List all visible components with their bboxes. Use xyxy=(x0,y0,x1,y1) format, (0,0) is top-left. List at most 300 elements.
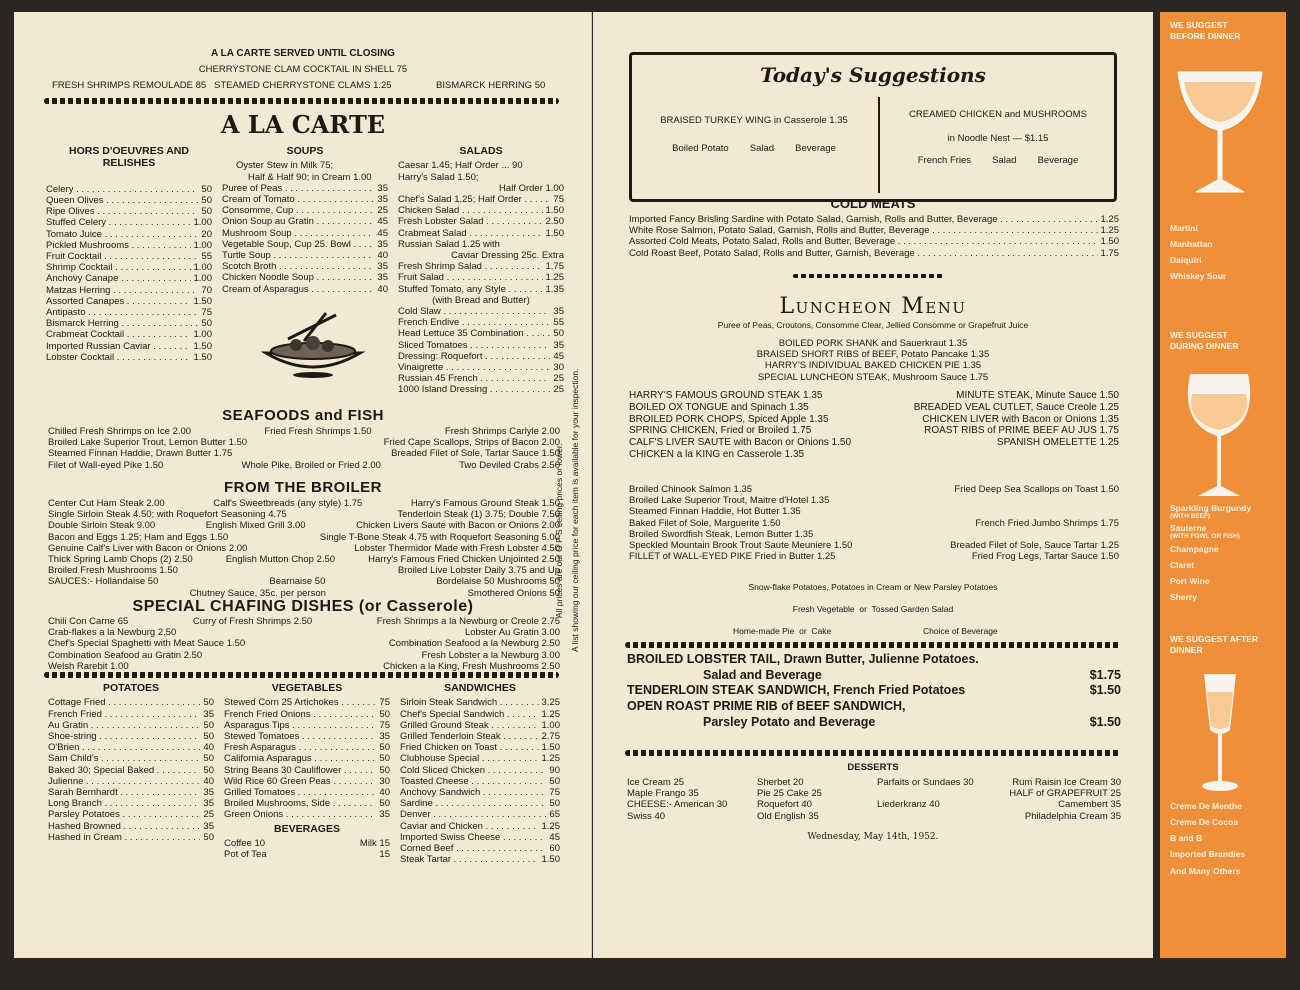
soup-oyster-line: Oyster Stew in Milk 75; xyxy=(236,160,334,172)
menu-pair-right: ROAST RIBS of PRIME BEEF AU JUS 1.75 xyxy=(924,425,1119,437)
menu-line-left: Center Cut Ham Steak 2.00 xyxy=(48,498,165,509)
soup-oyster-line-2: Half & Half 90; in Cream 1.00 xyxy=(248,171,372,183)
menu-item-name: Stuffed Celery . . . xyxy=(46,217,191,228)
menu-item-price: 1.50 xyxy=(193,351,212,363)
menu-pair-row xyxy=(629,529,1119,540)
menu-item-row xyxy=(46,262,212,273)
menu-line xyxy=(48,520,560,531)
menu-item-name: French Fried Onions . . . xyxy=(224,709,376,720)
menu-item-price: 90 xyxy=(549,764,560,776)
menu-item-row xyxy=(400,742,560,753)
chafing-heading: SPECIAL CHAFING DISHES (or Casserole) xyxy=(132,598,474,615)
menu-line-left: Combination Seafood au Gratin 2.50 xyxy=(48,649,203,661)
menu-item-price: 50 xyxy=(201,194,212,206)
menu-item-row xyxy=(398,284,564,295)
menu-line-middle xyxy=(178,565,398,576)
beverage-price: 15 xyxy=(379,849,390,861)
drink-suggestion: B and B xyxy=(1170,833,1203,844)
menu-item-price: 35 xyxy=(203,708,214,720)
menu-pair-left: Steamed Finnan Haddie, Hot Butter 1.35 xyxy=(629,506,801,518)
menu-pair-left: FILLET of WALL-EYED PIKE Fried in Butter 1.25 xyxy=(629,551,836,563)
menu-item-price: 50 xyxy=(379,742,390,754)
drink-suggestion: Creme De Cocoa xyxy=(1170,817,1239,828)
after-dinner-list xyxy=(1170,798,1245,879)
menu-item-price: 50 xyxy=(203,719,214,731)
menu-item-row xyxy=(400,821,560,832)
menu-line-right: Smothered Onions 50 xyxy=(467,587,560,599)
menu-item-price: 35 xyxy=(377,182,388,194)
menu-line-middle: English Mutton Chop 2.50 xyxy=(225,554,336,566)
menu-pair-left: Broiled Lake Superior Trout, Maitre d'Hotel 1.35 xyxy=(629,495,830,507)
menu-item-name: Baked 30; Special Baked . . . xyxy=(48,765,200,776)
desserts-heading: DESSERTS xyxy=(847,762,899,773)
menu-item-name: Cream of Asparagus . . . xyxy=(222,284,374,295)
menu-item-price: 1.00 xyxy=(193,262,212,274)
featured-item-detail: Salad and Beverage xyxy=(703,667,822,682)
menu-item-name: Crabmeat Salad . . . xyxy=(398,228,543,239)
menu-pair-left: Broiled Chinook Salmon 1.35 xyxy=(629,484,753,495)
menu-item-name: Asparagus Tips . . . xyxy=(224,720,376,731)
menu-item-row xyxy=(400,753,560,764)
featured-item xyxy=(627,683,1121,699)
dessert-item: Maple Frango 35 xyxy=(627,788,699,800)
menu-item-name: Antipasto . . . xyxy=(46,307,198,318)
dessert-item xyxy=(877,811,1007,822)
menu-item-price: 1.00 xyxy=(193,217,212,229)
menu-item-name: Hashed Browned . . . xyxy=(48,821,200,832)
menu-line-right: Fresh Shrimps a la Newburg or Creole 2.75 xyxy=(376,616,560,627)
menu-item-row xyxy=(398,306,564,317)
menu-item-name: Consomme, Cup . . . xyxy=(222,205,374,216)
menu-item-row xyxy=(48,731,214,742)
menu-item-name: Toasted Cheese . . . xyxy=(400,776,546,787)
menu-item-price: 50 xyxy=(203,764,214,776)
a-la-carte-closing-heading: A LA CARTE SERVED UNTIL CLOSING xyxy=(211,48,395,59)
menu-item-price: 1.00 xyxy=(193,329,212,341)
menu-item-name: Stewed Corn 25 Artichokes . . . xyxy=(224,697,376,708)
menu-item-name: California Asparagus . . . xyxy=(224,753,376,764)
broiler-block xyxy=(48,498,560,599)
menu-item-name: Broiled Mushrooms, Side . . . xyxy=(224,798,376,809)
cold-meats-list xyxy=(629,214,1119,259)
menu-item-price: 50 xyxy=(201,318,212,330)
cold-meats-heading: COLD MEATS xyxy=(830,196,916,211)
a-la-carte-title: A LA CARTE xyxy=(220,110,386,139)
menu-item-row xyxy=(48,809,214,820)
wine-glass-icon xyxy=(1174,364,1264,504)
menu-item-price: 40 xyxy=(203,775,214,787)
menu-item-row xyxy=(222,194,388,205)
menu-line-right: Two Deviled Crabs 2.50 xyxy=(459,459,560,471)
menu-item-price: 65 xyxy=(549,809,560,821)
chafing-block xyxy=(48,616,560,672)
menu-item-row xyxy=(400,798,560,809)
menu-item-row xyxy=(224,742,390,753)
featured-item-name: OPEN ROAST PRIME RIB of BEEF SANDWICH, xyxy=(627,698,906,713)
menu-item-name: 1000 Island Dressing . . . xyxy=(398,384,550,395)
drink-suggestion: Daiquiri xyxy=(1170,255,1202,266)
menu-item-row xyxy=(398,194,564,205)
menu-item-price: 55 xyxy=(201,250,212,262)
menu-item-price: 1.75 xyxy=(1100,247,1119,259)
menu-item-price: 45 xyxy=(377,227,388,239)
menu-item-row xyxy=(224,765,390,776)
menu-line-middle: Calf's Sweetbreads (any style) 1.75 xyxy=(213,498,363,509)
menu-item-price: 35 xyxy=(377,272,388,284)
menu-item-price: 35 xyxy=(379,730,390,742)
menu-line-right: Lobster Thermidor Made with Fresh Lobster 4.50 xyxy=(354,542,560,554)
creamed-chicken-special: CREAMED CHICKEN and MUSHROOMS xyxy=(909,109,1087,120)
salad-russian: Russian Salad 1.25 with xyxy=(398,238,500,250)
menu-item-name: Queen Olives . . . xyxy=(46,195,198,206)
menu-item-row xyxy=(400,809,560,820)
menu-item-row xyxy=(224,809,390,820)
drink-suggestion: (WITH FOWL OR FISH) xyxy=(1170,533,1240,541)
menu-item-price: 60 xyxy=(549,843,560,855)
soups-column xyxy=(222,145,388,379)
menu-pair-row xyxy=(629,402,1119,414)
menu-item-price: 45 xyxy=(553,350,564,362)
menu-item-row xyxy=(48,821,214,832)
menu-item-name: Onion Soup au Gratin . . . xyxy=(222,216,374,227)
luncheon-item: SPECIAL LUNCHEON STEAK, Mushroom Sauce 1.75 xyxy=(757,371,989,383)
menu-item-name: Cottage Fried . . . xyxy=(48,697,200,708)
menu-item-name: Cold Slaw . . . xyxy=(398,306,550,317)
turkey-wing-sides: Boiled Potato Salad Beverage xyxy=(672,143,836,154)
drink-suggestion: Claret xyxy=(1170,559,1195,570)
menu-item-price: 50 xyxy=(549,798,560,810)
drink-suggestion: (WITH BEEF) xyxy=(1170,513,1211,521)
menu-item-price: 2.75 xyxy=(541,730,560,742)
menu-line-left: Double Sirloin Steak 9.00 xyxy=(48,520,156,532)
dessert-item: Old English 35 xyxy=(757,810,819,822)
drink-suggestion: Sparkling Burgundy xyxy=(1170,503,1252,513)
menu-item-name: Shoe-string . . . xyxy=(48,731,200,742)
potatoes-column xyxy=(48,682,214,843)
menu-item-price: 1.50 xyxy=(541,742,560,754)
menu-item-name: O'Brien . . . xyxy=(48,742,200,753)
menu-item-price: 1.50 xyxy=(541,854,560,866)
menu-line-left: Chili Con Carne 65 xyxy=(48,616,129,627)
menu-pair-left: CHICKEN a la KING en Casserole 1.35 xyxy=(629,448,805,460)
cocktail-glass-icon xyxy=(1170,60,1270,200)
menu-line xyxy=(48,616,560,627)
menu-line xyxy=(48,638,560,649)
broiler-heading: FROM THE BROILER xyxy=(224,479,382,496)
menu-line-right: Chicken a la King, Fresh Mushrooms 2.50 xyxy=(383,660,560,672)
menu-pair-right: Fried Frog Legs, Tartar Sauce 1.50 xyxy=(971,551,1119,563)
featured-item-line2 xyxy=(627,668,1121,684)
menu-line-right: Fried Cape Scallops, Strips of Bacon 2.00 xyxy=(383,437,560,449)
menu-item-price: 50 xyxy=(379,764,390,776)
menu-line-middle: English Mixed Grill 3.00 xyxy=(205,520,306,532)
luncheon-soups-line: Puree of Peas, Croutons, Consomme Clear, Jellied Consomme or Grapefruit Juice xyxy=(717,320,1029,330)
menu-item-row xyxy=(629,214,1119,225)
menu-line xyxy=(48,661,560,672)
menu-line xyxy=(48,650,560,661)
drink-suggestion: Sherry xyxy=(1170,591,1197,602)
menu-item-name: Sam Child's . . . xyxy=(48,753,200,764)
menu-item-name: Mushroom Soup . . . xyxy=(222,228,374,239)
featured-item-price: $1.50 xyxy=(1089,683,1121,698)
sandwiches-column xyxy=(400,682,560,865)
dessert-item: CHEESE:- American 30 xyxy=(627,799,728,811)
featured-item xyxy=(627,652,1121,668)
menu-item-price: 35 xyxy=(553,339,564,351)
menu-pair-left: BOILED OX TONGUE and Spinach 1.35 xyxy=(629,401,809,413)
menu-line-right: Combination Seafood a la Newburg 2.50 xyxy=(388,638,560,650)
menu-item-price: 1.50 xyxy=(1100,236,1119,248)
menu-item-price: 1.25 xyxy=(541,820,560,832)
menu-pair-row xyxy=(629,390,1119,402)
menu-item-row xyxy=(222,239,388,250)
potatoes-heading: POTATOES xyxy=(102,682,159,694)
menu-item-row xyxy=(400,697,560,708)
menu-item-name: Tomato Juice . . . xyxy=(46,229,198,240)
menu-item-row xyxy=(400,720,560,731)
dessert-item: Sherbet 20 xyxy=(757,777,804,788)
divider xyxy=(793,274,943,278)
menu-item-row xyxy=(46,251,212,262)
during-dinner-heading: WE SUGGEST DURING DINNER xyxy=(1170,330,1239,352)
menu-line-left: Crab-flakes a la Newburg 2.50 xyxy=(48,627,177,639)
menu-line-middle: Fried Fresh Shrimps 1.50 xyxy=(264,426,372,437)
menu-item-row xyxy=(222,250,388,261)
menu-item-row xyxy=(398,384,564,395)
beverage-name: Coffee 10 xyxy=(224,837,266,849)
menu-item-price: 50 xyxy=(203,753,214,765)
creamed-chicken-sides: French Fries Salad Beverage xyxy=(917,155,1079,166)
menu-item-price: 25 xyxy=(203,809,214,821)
menu-line xyxy=(48,498,560,509)
menu-item-name: Head Lettuce 35 Combination . . . xyxy=(398,328,550,339)
drink-suggestion: Manhattan xyxy=(1170,239,1213,250)
drink-suggestion: Sauterne xyxy=(1170,523,1207,534)
menu-line-left: Steamed Finnan Haddie, Drawn Butter 1.75 xyxy=(48,448,233,460)
menu-item-price: 25 xyxy=(553,384,564,396)
menu-item-price: 75 xyxy=(379,719,390,731)
menu-item-row xyxy=(224,787,390,798)
menu-item-row xyxy=(222,284,388,295)
menu-item-price: 55 xyxy=(553,317,564,329)
menu-item-name: Cream of Tomato . . . xyxy=(222,194,374,205)
menu-item-price: 35 xyxy=(203,787,214,798)
creamed-chicken-price: in Noodle Nest — $1.15 xyxy=(947,133,1049,144)
menu-item-price: 75 xyxy=(201,306,212,318)
menu-item-row xyxy=(224,753,390,764)
menu-pair-row xyxy=(629,449,1119,461)
luncheon-menu-title: Luncheon Menu xyxy=(779,294,967,319)
menu-item-name: Clubhouse Special . . . xyxy=(400,753,539,764)
bismarck-herring: BISMARCK HERRING 50 xyxy=(436,80,546,91)
dessert-item: HALF of GRAPEFRUIT 25 xyxy=(1009,788,1121,800)
menu-item-name: Fruit Cocktail . . . xyxy=(46,251,198,262)
menu-line-middle: Whole Pike, Broiled or Fried 2.00 xyxy=(241,459,381,471)
menu-item-row xyxy=(400,709,560,720)
left-menu-page xyxy=(14,12,592,958)
menu-line xyxy=(48,448,560,459)
menu-line xyxy=(48,565,560,576)
drink-suggestion: And Many Others xyxy=(1170,865,1241,876)
menu-item-name: String Beans 30 Cauliflower . . . xyxy=(224,765,376,776)
menu-line xyxy=(48,532,560,543)
menu-pair-right: MINUTE STEAK, Minute Sauce 1.50 xyxy=(956,390,1119,401)
featured-item-detail: Parsley Potato and Beverage xyxy=(703,714,876,729)
menu-item-name: Corned Beef . . . xyxy=(400,843,546,854)
menu-line-middle xyxy=(202,650,421,661)
menu-line-left: Bacon and Eggs 1.25; Ham and Eggs 1.50 xyxy=(48,531,229,543)
menu-line xyxy=(48,437,560,448)
menu-item-row xyxy=(398,216,564,227)
menu-item-price: 25 xyxy=(377,205,388,217)
menu-pair-right: Breaded Filet of Sole, Sauce Tartar 1.25 xyxy=(950,540,1119,552)
menu-item-row xyxy=(46,285,212,296)
menu-line-right: Fresh Lobster a la Newburg 3.00 xyxy=(421,649,560,661)
menu-line-left: Welsh Rarebit 1.00 xyxy=(48,660,129,672)
menu-item-price: 50 xyxy=(549,775,560,787)
menu-item-name: Fruit Salad . . . xyxy=(398,272,543,283)
menu-item-price: 1.00 xyxy=(193,239,212,251)
menu-item-name: Dressing: Roquefort . . . xyxy=(398,351,550,362)
menu-pair-row xyxy=(629,540,1119,551)
menu-item-price: 50 xyxy=(379,798,390,810)
menu-item-row xyxy=(222,228,388,239)
dessert-item: Liederkranz 40 xyxy=(877,799,940,811)
salad-caesar: Caesar 1.45; Half Order ... 90 xyxy=(398,160,523,172)
menu-line-middle xyxy=(287,509,398,520)
drink-suggestion: Whiskey Sour xyxy=(1170,271,1227,282)
menu-pair-left: Baked Filet of Sole, Marguerite 1.50 xyxy=(629,517,781,529)
menu-line-right: Harry's Famous Fried Chicken Unjointed 2.50 xyxy=(368,554,560,566)
menu-item-price: 1.50 xyxy=(545,227,564,239)
featured-item-price: $1.50 xyxy=(1089,714,1121,729)
menu-item-price: 1.00 xyxy=(541,719,560,731)
menu-item-price: 1.25 xyxy=(541,753,560,765)
menu-item-row xyxy=(48,776,214,787)
luncheon-pairs xyxy=(629,390,1119,461)
menu-line-middle xyxy=(247,543,354,554)
ops-ceiling-note: All prices are our O P S ceiling prices or lower. xyxy=(554,443,564,618)
menu-line-middle xyxy=(247,437,384,448)
menu-item-price: 3.25 xyxy=(541,697,560,709)
menu-item-name: Parsley Potatoes . . . xyxy=(48,809,200,820)
menu-item-row xyxy=(48,832,214,843)
salad-stuffed-note: (with Bread and Butter) xyxy=(432,294,530,306)
menu-item-row xyxy=(46,229,212,240)
menu-item-price: 50 xyxy=(203,697,214,709)
menu-item-name: Matzas Herring . . . xyxy=(46,285,198,296)
menu-item-row xyxy=(46,318,212,329)
menu-item-row xyxy=(629,225,1119,236)
menu-item-name: Denver . . . xyxy=(400,809,546,820)
drink-suggestion: Champagne xyxy=(1170,543,1219,554)
menu-item-price: 75 xyxy=(379,697,390,709)
menu-item-price: 1.25 xyxy=(1100,225,1119,237)
menu-item-row xyxy=(46,352,212,363)
menu-item-row xyxy=(46,307,212,318)
ceiling-price-list-note: A list showing our ceiling price for each item is available for your inspection. xyxy=(570,368,580,652)
beverage-row xyxy=(224,838,390,849)
menu-item-row xyxy=(48,742,214,753)
menu-item-row xyxy=(48,753,214,764)
menu-item-row xyxy=(46,206,212,217)
soups-heading: SOUPS xyxy=(286,145,324,157)
menu-line xyxy=(48,554,560,565)
menu-pair-left: HARRY'S FAMOUS GROUND STEAK 1.35 xyxy=(629,390,823,401)
menu-item-name: Vinaigrette . . . xyxy=(398,362,550,373)
menu-item-name: Crabmeat Cocktail . . . xyxy=(46,329,191,340)
menu-item-price: 1.50 xyxy=(193,295,212,307)
menu-line-right: Breaded Filet of Sole, Tartar Sauce 1.50 xyxy=(391,448,560,460)
featured-items xyxy=(627,652,1121,730)
menu-item-price: 35 xyxy=(377,261,388,273)
menu-item-row xyxy=(46,240,212,251)
menu-item-price: 50 xyxy=(203,730,214,742)
menu-line-right: Broiled Live Lobster Daily 3.75 and Up xyxy=(397,565,560,577)
todays-suggestions-title: Today's Suggestions xyxy=(760,63,986,87)
menu-item-price: 50 xyxy=(201,183,212,195)
menu-item-name: Stuffed Tomato, any Style . . . xyxy=(398,284,543,295)
menu-line-right: Single T-Bone Steak 4.75 with Roquefort Seasoning 5.00 xyxy=(319,531,560,543)
menu-item-name: Ripe Olives . . . xyxy=(46,206,198,217)
menu-item-name: Vegetable Soup, Cup 25. Bowl . . . xyxy=(222,239,374,250)
menu-line xyxy=(48,509,560,520)
menu-item-price: 70 xyxy=(201,284,212,296)
dessert-item: Ice Cream 25 xyxy=(627,777,685,788)
menu-item-row xyxy=(222,183,388,194)
sandwiches-heading: SANDWICHES xyxy=(444,682,516,694)
salad-bowl-illustration xyxy=(258,311,368,379)
menu-item-name: Caviar and Chicken . . . xyxy=(400,821,539,832)
potato-choice: Snow-flake Potatoes, Potatoes in Cream or New Parsley Potatoes xyxy=(748,582,998,592)
hors-doeuvres-heading: HORS D'OEUVRES AND RELISHES xyxy=(69,145,189,170)
salad-harrys-half: Half Order 1.00 xyxy=(499,182,564,194)
featured-item-price: $1.75 xyxy=(1089,667,1121,682)
hors-doeuvres-column xyxy=(46,145,212,363)
menu-item-name: Pickled Mushrooms . . . xyxy=(46,240,191,251)
menu-item-price: 1.25 xyxy=(541,708,560,720)
menu-item-row xyxy=(46,329,212,340)
divider xyxy=(878,97,880,193)
menu-item-price: 30 xyxy=(379,775,390,787)
menu-line-middle: Chutney Sauce, 35c. per person xyxy=(189,587,326,599)
menu-item-name: Imported Swiss Cheese . . . xyxy=(400,832,546,843)
menu-item-name: Fried Chicken on Toast . . . xyxy=(400,742,539,753)
menu-item-price: 35 xyxy=(379,809,390,821)
menu-item-name: Fresh Lobster Salad . . . xyxy=(398,216,543,227)
menu-item-name: Scotch Broth . . . xyxy=(222,261,374,272)
menu-item-name: Chicken Noodle Soup . . . xyxy=(222,272,374,283)
beverages-heading: BEVERAGES xyxy=(274,822,340,835)
menu-item-name: Lobster Cocktail . . . xyxy=(46,352,191,363)
dessert-item: Roquefort 40 xyxy=(757,799,812,811)
menu-item-price: 50 xyxy=(553,328,564,340)
menu-item-price: 35 xyxy=(203,820,214,832)
vegetables-column xyxy=(224,682,390,860)
menu-item-row xyxy=(224,720,390,731)
menu-pair-row xyxy=(629,495,1119,506)
seafoods-block xyxy=(48,426,560,471)
menu-item-row xyxy=(398,205,564,216)
pie-or-cake: Home-made Pie or Cake xyxy=(733,626,832,636)
drink-suggestion: Imported Brandies xyxy=(1170,849,1246,860)
desserts-grid xyxy=(627,777,1121,822)
menu-line xyxy=(48,460,560,471)
right-menu-page xyxy=(593,12,1153,958)
menu-item-name: Hashed in Cream . . . xyxy=(48,832,200,843)
menu-item-name: Imported Fancy Brisling Sardine with Potato Salad, Garnish, Rolls and Butter, Beverage . . . xyxy=(629,214,1098,225)
menu-line xyxy=(48,576,560,587)
